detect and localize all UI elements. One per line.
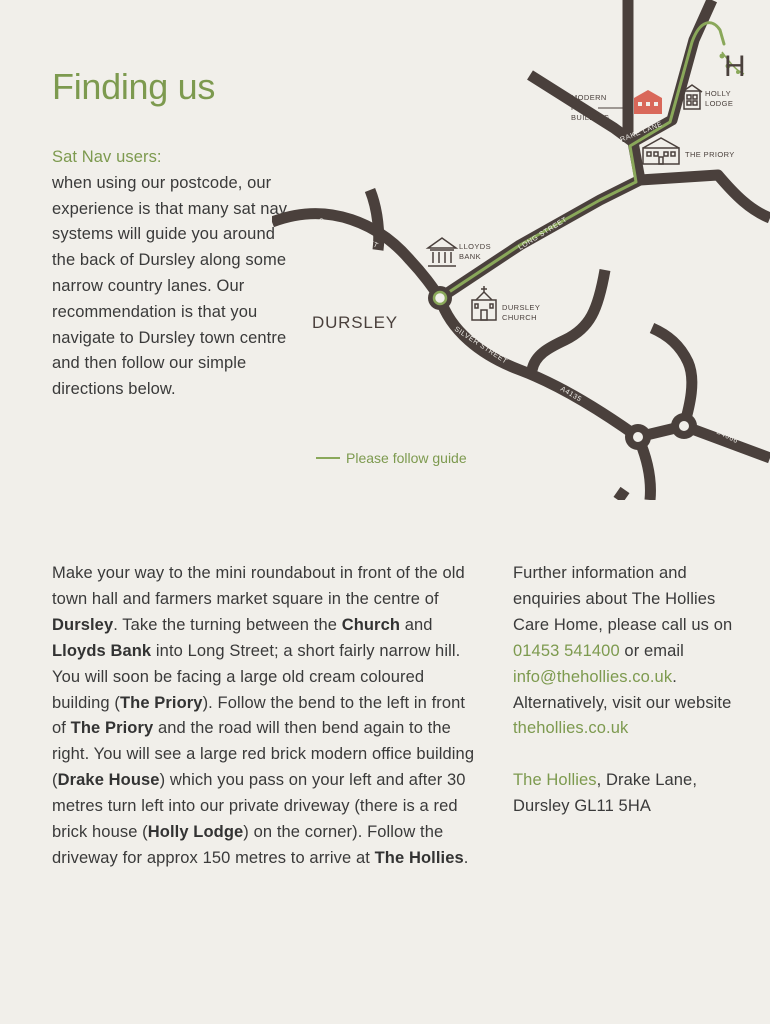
label-modern-2: RED xyxy=(571,103,589,112)
road-silver-branch xyxy=(532,270,605,370)
location-map xyxy=(272,0,770,500)
hollies-logo xyxy=(720,50,746,83)
directions-part: Make your way to the mini roundabout in front of the old town hall and farmers market square in the centre of xyxy=(52,564,465,608)
directions-emphasis: Church xyxy=(341,615,401,634)
route-line xyxy=(440,23,724,298)
label-silver-street: SILVER STREET xyxy=(452,325,509,366)
page-title: Finding us xyxy=(52,66,216,107)
bank-icon xyxy=(428,238,456,266)
directions-part: . Take the turning between the xyxy=(113,615,342,634)
label-modern-1: MODERN xyxy=(571,93,607,102)
label-b4066: B4066 xyxy=(715,428,740,446)
intro-text xyxy=(52,145,292,403)
directions-emphasis: Dursley xyxy=(52,615,114,634)
directions-emphasis: Lloyds Bank xyxy=(52,641,152,660)
red-building-icon xyxy=(634,90,662,114)
directions-emphasis: The Priory xyxy=(70,719,154,738)
label-lloyds-1: LLOYDS xyxy=(459,242,491,251)
phone-link[interactable]: 01453 541400 xyxy=(513,641,620,660)
info-text: Further information and enquiries about The Hollies Care Home, please call us on xyxy=(513,564,733,634)
label-lloyds-2: BANK xyxy=(459,252,482,261)
label-holly-2: LODGE xyxy=(705,99,734,108)
directions-part: and xyxy=(400,615,433,634)
label-town: DURSLEY xyxy=(312,313,398,332)
road-castle-street xyxy=(272,214,440,298)
directions-part: ) on the corner). Follow the driveway for approx 150 metres to arrive at xyxy=(52,823,444,867)
directions-emphasis: Holly Lodge xyxy=(147,823,244,842)
directions-emphasis: Drake House xyxy=(57,771,160,790)
intro-body: when using our postcode, our experience is that many sat nav systems will guide you around the back of Dursley along some narrow country lanes. Our recommendation is that you navigate to Dursley town centre and then follow our simple directions below. xyxy=(52,173,288,399)
road-south-west xyxy=(618,490,625,500)
info-text: . Alternatively, visit our website xyxy=(513,667,732,712)
road-drake-lane-east xyxy=(633,0,712,142)
info-text: or email xyxy=(619,641,684,660)
label-church-2: CHURCH xyxy=(502,313,537,322)
directions-emphasis: The Hollies xyxy=(374,848,464,867)
website-link[interactable]: thehollies.co.uk xyxy=(513,719,629,738)
directions-text xyxy=(52,561,482,872)
directions-part: ). Follow the bend to the left in front of xyxy=(52,693,466,738)
label-drake-lane: DRAKE LANE xyxy=(614,120,664,146)
directions-emphasis: The Priory xyxy=(119,693,203,712)
label-castle-street: CASTLE STREET xyxy=(317,217,380,250)
roundabouts xyxy=(428,286,697,450)
label-church-1: DURSLEY xyxy=(502,303,541,312)
road-north-east xyxy=(652,328,692,426)
email-link[interactable]: info@thehollies.co.uk xyxy=(513,667,673,686)
contact-info xyxy=(513,561,743,820)
directions-part: into Long Street; a short fairly narrow hill. You will soon be facing a large old cream coloured building ( xyxy=(52,641,461,712)
church-icon xyxy=(472,286,496,320)
label-long-street: LONG STREET xyxy=(517,216,569,252)
label-holly-1: HOLLY xyxy=(705,89,732,98)
directions-part: ) which you pass on your left and after 30 metres turn left into our private driveway (there is a red brick house ( xyxy=(52,771,466,842)
directions-part: and the road will then bend again to the right. You will see a large red brick modern office building ( xyxy=(52,719,475,790)
legend-text: Please follow guide xyxy=(346,450,467,466)
label-a4135: A4135 xyxy=(558,385,583,404)
directions-part: . xyxy=(463,848,469,867)
road-east xyxy=(640,175,770,218)
address-text: , Drake Lane, Dursley GL11 5HA xyxy=(513,771,697,816)
address-name: The Hollies xyxy=(513,771,597,790)
label-priory: THE PRIORY xyxy=(685,150,735,159)
label-modern-3: BUILDING xyxy=(571,113,610,122)
intro-lead: Sat Nav users: xyxy=(52,148,162,166)
priory-icon xyxy=(643,138,679,164)
address xyxy=(513,768,743,820)
logo-letter: H xyxy=(724,50,746,83)
